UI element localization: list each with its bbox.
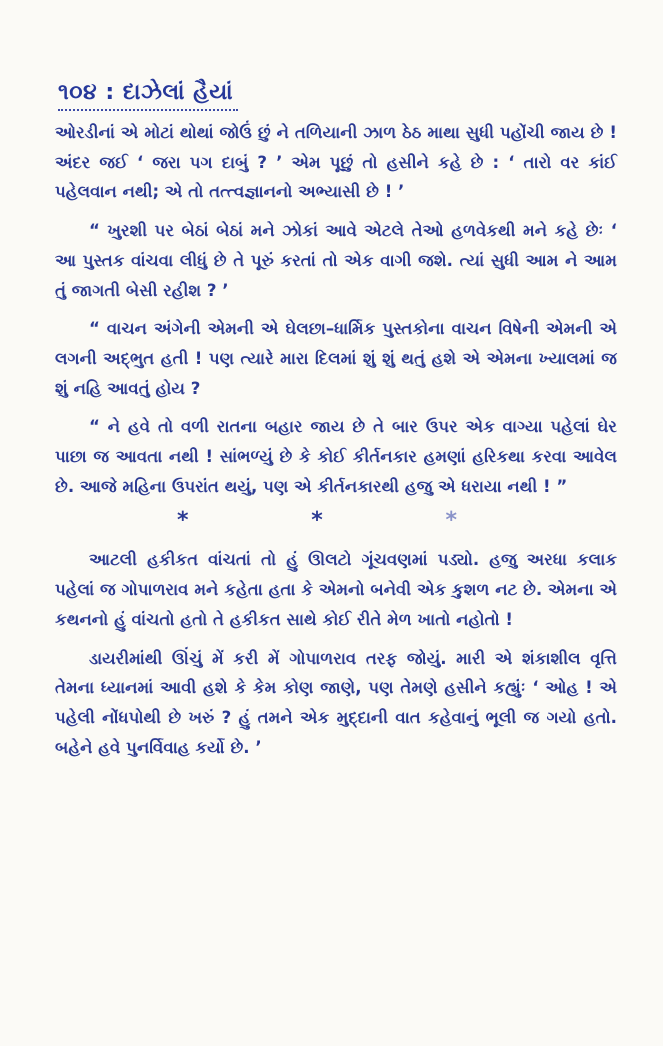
separator-star-3: * bbox=[445, 508, 457, 534]
section-separator bbox=[177, 501, 457, 545]
paragraph-4: “ ને હવે તો વળી રાતના બહાર જાય છે તે બાર ઉપર એક વાગ્યા પહેલાં ઘેર પાછા જ આવતા નથી ! સાંભળ્યું છે કે કોઈ કીર્તનકાર હમણાં હરિકથા કરવા આવેલ છે. આજે મહિના ઉપરાંત થયું, પણ એ કીર્તનકારથી હજુ એ ધરાયા નથી ! ” bbox=[55, 417, 617, 496]
paragraph-6: ડાયરીમાંથી ઊંચું મેં કરી મેં ગોપાળરાવ તરફ જોયું. મારી એ શંકાશીલ વૃત્તિ તેમના ધ્યાનમાં આવી હશે કે કેમ કોણ જાણે, પણ તેમણે હસીને કહ્યુંઃ ‘ ઓહ ! એ પહેલી નોંધપોથી છે ખરું ? હું તમને એક મુદ્દાની વાત કહેવાનું ભૂલી જ ગયો હતો. બહેને હવે પુનર્વિવાહ કર્યો છે. ’ bbox=[55, 648, 617, 757]
paragraph-2: “ ખુરશી પર બેઠાં બેઠાં મને ઝોકાં આવે એટલે તેઓ હળવેકથી મને કહે છેઃ ‘ આ પુસ્તક વાંચવા લીધું છે તે પૂરું કરતાં તો એક વાગી જશે. ત્યાં સુધી આમ ને આમ તું જાગતી બેસી રહીશ ? ’ bbox=[55, 221, 617, 300]
page-header bbox=[58, 80, 248, 111]
separator-star-2: * bbox=[311, 508, 323, 534]
page-body bbox=[55, 118, 617, 762]
paragraph-1: ઓરડીનાં એ મોટાં થોથાં જોઉં છું ને તળિયાની ઝાળ ઠેઠ માથા સુધી પહોંચી જાય છે ! અંદર જઈ ‘ જરા પગ દાબું ? ’ એમ પૂછું તો હસીને કહે છે : ‘ તારો વર કાંઈ પહેલવાન નથી; એ તો તત્ત્વજ્ઞાનનો અભ્યાસી છે ! ’ bbox=[55, 123, 617, 202]
page-title: ૧૦૪ : દાઝેલાં હૈયાં bbox=[58, 80, 234, 105]
paragraph-3: “ વાચન અંગેની એમની એ ઘેલછા–ધાર્મિક પુસ્તકોના વાચન વિષેની એમની એ લગની અદ્ભુત હતી ! પણ ત્યારે મારા દિલમાં શું શું થતું હશે એ એમના ખ્યાલમાં જ શું નહિ આવતું હોય ? bbox=[55, 319, 617, 398]
paragraph-5: આટલી હકીકત વાંચતાં તો હું ઊલટો ગૂંચવણમાં પડ્યો. હજુ અરધા કલાક પહેલાં જ ગોપાળરાવ મને કહેતા હતા કે એમનો બનેવી એક કુશળ નટ છે. એમના એ કથનનો હું વાંચતો હતો તે હકીકત સાથે કોઈ રીતે મેળ ખાતો નહોતો ! bbox=[55, 550, 617, 629]
separator-star-1: * bbox=[177, 508, 189, 534]
header-underline bbox=[58, 109, 238, 111]
